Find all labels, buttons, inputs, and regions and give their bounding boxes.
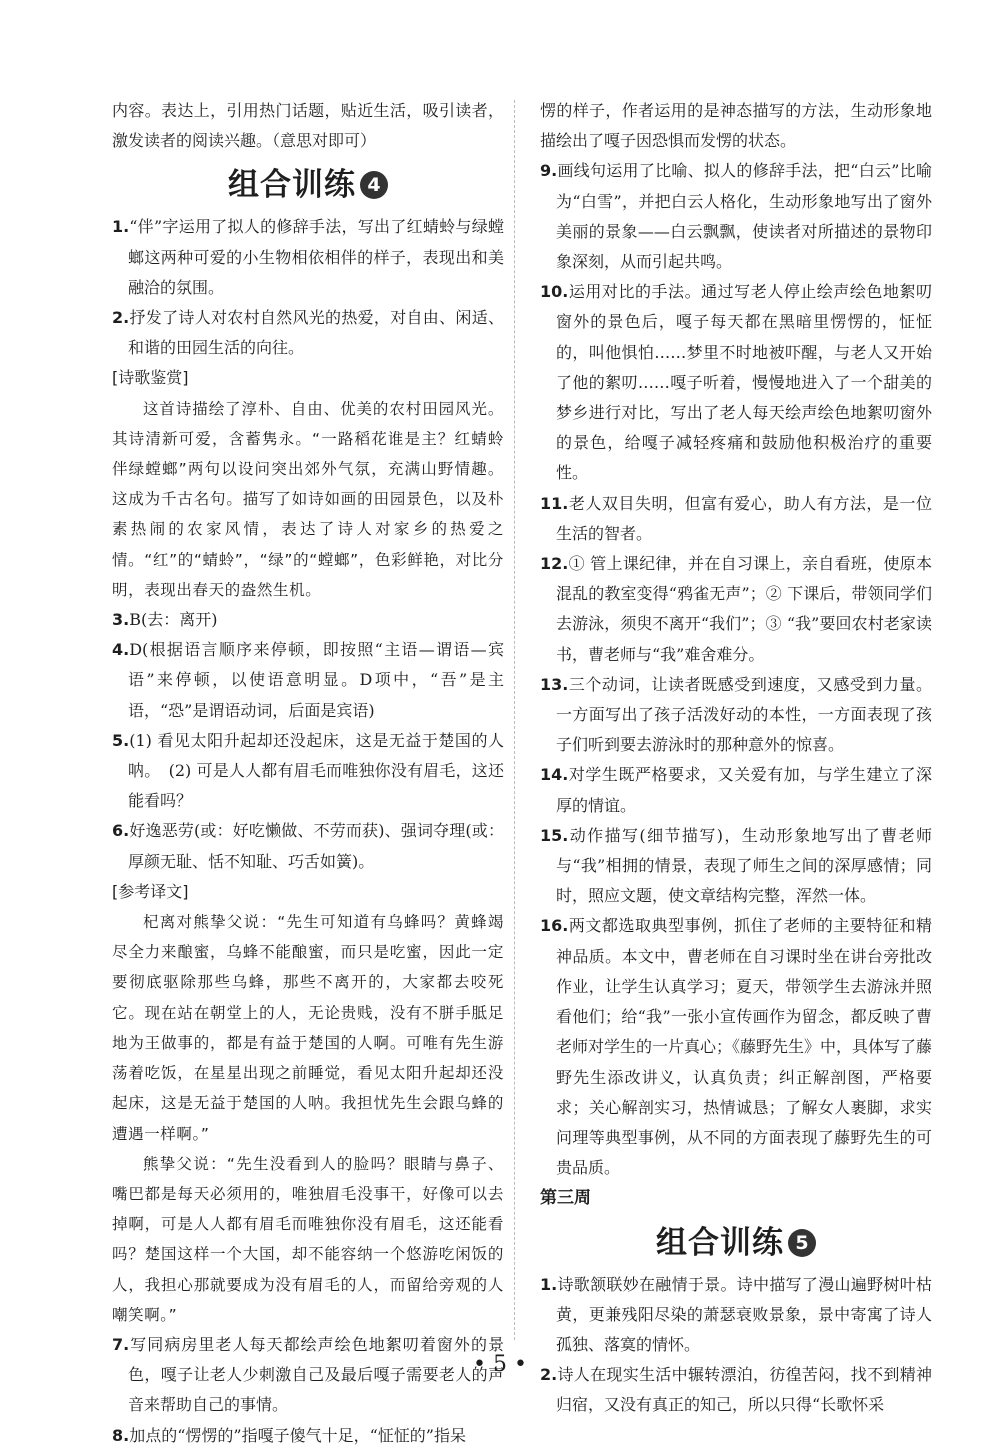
appreciation-label: [诗歌鉴赏] bbox=[112, 368, 189, 388]
answer-text: (1) 看见太阳升起却还没起床，这是无益于楚国的人呐。 (2) 可是人人都有眉毛而唯独你没有眉毛，这还能看吗？ bbox=[128, 730, 504, 811]
answer-number: 12. bbox=[540, 554, 569, 574]
left-column bbox=[112, 96, 504, 1451]
answer-text: 诗歌颔联妙在融情于景。诗中描写了漫山遍野树叶枯黄，更兼残阳尽染的萧瑟衰败景象，景中寄寓了诗人孤独、落寞的情怀。 bbox=[556, 1274, 932, 1354]
answer-number: 3. bbox=[112, 610, 130, 630]
answer-item bbox=[112, 303, 504, 363]
answer-number: 1. bbox=[112, 217, 130, 237]
answer-text: “伴”字运用了拟人的修辞手法，写出了红蜻蛉与绿螳螂这两种可爱的小生物相依相伴的样子，表现出和美融洽的氛围。 bbox=[128, 217, 504, 297]
week-heading: 第三周 bbox=[540, 1188, 591, 1209]
answer-text: 好逸恶劳(或：好吃懒做、不劳而获)、强词夺理(或：厚颜无耻、恬不知耻、巧舌如簧)。 bbox=[128, 821, 504, 871]
answer-item bbox=[112, 212, 504, 303]
answer-item bbox=[112, 605, 504, 635]
answer-number: 15. bbox=[540, 825, 569, 845]
answer-item bbox=[540, 911, 932, 1183]
answer-number: 6. bbox=[112, 821, 130, 841]
answer-number: 14. bbox=[540, 765, 569, 785]
answer-item bbox=[112, 726, 504, 817]
answer-text: 写同病房里老人每天都绘声绘色地絮叨着窗外的景色，嘎子让老人少刺激自己及最后嘎子需要老人的声音来帮助自己的事情。 bbox=[128, 1334, 504, 1415]
continuation-paragraph: 愣的样子，作者运用的是神态描写的方法，生动形象地描绘出了嘎子因恐惧而发愣的状态。 bbox=[540, 101, 932, 151]
answer-text: 老人双目失明，但富有爱心，助人有方法，是一位生活的智者。 bbox=[556, 493, 932, 543]
intro-paragraph: 内容。表达上，引用热门话题，贴近生活，吸引读者，激发读者的阅读兴趣。（意思对即可） bbox=[112, 101, 504, 151]
answer-item bbox=[540, 670, 932, 761]
answer-text: 两文都选取典型事例，抓住了老师的主要特征和精神品质。本文中，曹老师在自习课时坐在讲台旁批改作业，让学生认真学习；夏天，带领学生去游泳并照看他们；给“我”一张小宣传画作为留念，都反映了曹老师对学生的一片真心；《藤野先生》中，具体写了藤野先生添改讲义，认真负责；纠正解剖图，严格要求；关心解剖实习，热情诚恳；了解女人裹脚，求实问理等典型事例，从不同的方面表现了藤野先生的可贵品质。 bbox=[556, 916, 933, 1178]
answer-text: D(根据语言顺序来停顿，即按照“主语—谓语—宾语”来停顿，以使语意明显。D项中，“吾”是主语，“恐”是谓语动词，后面是宾语) bbox=[128, 640, 504, 720]
answer-item bbox=[540, 1270, 932, 1361]
answer-number: 16. bbox=[540, 916, 569, 936]
section-number-badge: 4 bbox=[360, 171, 388, 199]
answer-item bbox=[112, 816, 504, 876]
section-number-badge: 5 bbox=[788, 1229, 816, 1257]
answer-text: 抒发了诗人对农村自然风光的热爱，对自由、闲适、和谐的田园生活的向往。 bbox=[128, 308, 504, 358]
right-column bbox=[540, 96, 932, 1421]
answer-item bbox=[112, 1421, 504, 1451]
answer-item bbox=[540, 821, 932, 912]
column-divider bbox=[514, 100, 515, 1340]
section-title-5 bbox=[540, 1220, 932, 1266]
answer-text: 对学生既严格要求，又关爱有加，与学生建立了深厚的情谊。 bbox=[556, 765, 932, 815]
answer-item bbox=[540, 156, 932, 277]
answer-text: 画线句运用了比喻、拟人的修辞手法，把“白云”比喻为“白雪”，并把白云人格化，生动形象地写出了窗外美丽的景象——白云飘飘，使读者对所描述的景物印象深刻，从而引起共鸣。 bbox=[556, 161, 932, 272]
answer-text: 诗人在现实生活中辗转漂泊，彷徨苦闷，找不到精神归宿，又没有真正的知己，所以只得“长歌怀采 bbox=[556, 1365, 932, 1415]
answer-number: 1. bbox=[540, 1274, 558, 1294]
answer-item bbox=[112, 635, 504, 726]
answer-text: B(去：离开) bbox=[129, 610, 218, 630]
answer-number: 2. bbox=[112, 308, 130, 328]
appreciation-text: 这首诗描绘了淳朴、自由、优美的农村田园风光。其诗清新可爱，含蓄隽永。“一路稻花谁是主？红蜻蛉伴绿螳螂”两句以设问突出郊外气氛，充满山野情趣。这成为千古名句。描写了如诗如画的田园景色，以及朴素热闹的农家风情，表达了诗人对家乡的热爱之情。“红”的“蜻蛉”，“绿”的“螳螂”，色彩鲜艳，对比分明，表现出春天的盎然生机。 bbox=[112, 399, 504, 599]
answer-item bbox=[540, 277, 932, 488]
answer-item bbox=[540, 549, 932, 670]
answer-text: 加点的“愣愣的”指嘎子傻气十足，“怔怔的”指呆 bbox=[129, 1425, 466, 1445]
section-title-text: 组合训练 bbox=[228, 167, 356, 204]
answer-text: ① 管上课纪律，并在自习课上，亲自看班，使原本混乱的教室变得“鸦雀无声”；② 下课后，带领同学们去游泳，须臾不离开“我们”；③ “我”要回农村老家读书，曹老师与“我”难舍难分。 bbox=[556, 554, 932, 664]
section-title-text: 组合训练 bbox=[656, 1224, 784, 1261]
answer-text: 运用对比的手法。通过写老人停止绘声绘色地絮叨窗外的景色后，嘎子每天都在黑暗里愣愣的，怔怔的，叫他惧怕……梦里不时地被吓醒，与老人又开始了他的絮叨……嘎子听着，慢慢地进入了一个甜美的梦乡进行对比，写出了老人每天绘声绘色地絮叨窗外的景色，给嘎子减轻疼痛和鼓励他积极治疗的重要性。 bbox=[556, 282, 932, 483]
answer-item bbox=[540, 489, 932, 549]
answer-number: 10. bbox=[540, 282, 569, 302]
translation-label: [参考译文] bbox=[112, 881, 189, 901]
answer-number: 7. bbox=[112, 1334, 130, 1354]
answer-number: 5. bbox=[112, 730, 130, 750]
translation-paragraph-2: 熊挚父说：“先生没看到人的脸吗？眼睛与鼻子、嘴巴都是每天必须用的，唯独眉毛没事干，好像可以去掉啊，可是人人都有眉毛而唯独你没有眉毛，这还能看吗？楚国这样一个大国，却不能容纳一个悠游吃闲饭的人，我担心那就要成为没有眉毛的人，而留给旁观的人嘲笑啊。” bbox=[112, 1154, 504, 1324]
answer-number: 8. bbox=[112, 1425, 130, 1445]
section-title-4 bbox=[112, 162, 504, 208]
translation-paragraph-1: 杞离对熊挚父说：“先生可知道有乌蜂吗？黄蜂竭尽全力来酿蜜，乌蜂不能酿蜜，而只是吃蜜，因此一定要彻底驱除那些乌蜂，那些不离开的，大家都去咬死它。现在站在朝堂上的人，无论贵贱，没有不胼手胝足地为王做事的，都是有益于楚国的人啊。可唯有先生游荡着吃饭，在星星出现之前睡觉，看见太阳升起却还没起床，这是无益于楚国的人呐。我担忧先生会跟乌蜂的遭遇一样啊。” bbox=[112, 913, 504, 1143]
answer-number: 13. bbox=[540, 674, 569, 694]
page-number: • 5 • bbox=[473, 1352, 527, 1377]
answer-text: 动作描写(细节描写)，生动形象地写出了曹老师与“我”相拥的情景，表现了师生之间的深厚感情；同时，照应文题，使文章结构完整，浑然一体。 bbox=[556, 825, 932, 906]
answer-item bbox=[540, 760, 932, 820]
answer-number: 9. bbox=[540, 161, 558, 181]
answer-number: 11. bbox=[540, 493, 569, 513]
answer-text: 三个动词，让读者既感受到速度，又感受到力量。一方面写出了孩子活泼好动的本性，一方面表现了孩子们听到要去游泳时的那种意外的惊喜。 bbox=[556, 674, 932, 755]
answer-number: 2. bbox=[540, 1365, 558, 1385]
answer-number: 4. bbox=[112, 640, 130, 660]
